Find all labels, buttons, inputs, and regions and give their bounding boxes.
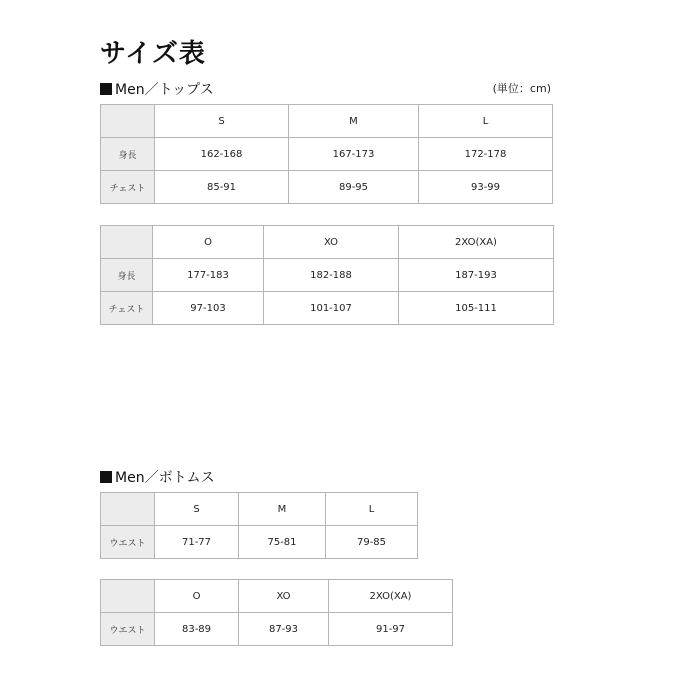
unit-note: (単位：cm) xyxy=(492,82,551,95)
size-header-cell: XO xyxy=(239,580,329,613)
value-cell: 177-183 xyxy=(153,259,264,292)
value-cell: 83-89 xyxy=(155,613,239,646)
size-header-cell: M xyxy=(289,105,419,138)
row-label-cell: チェスト xyxy=(101,171,155,204)
table-header-row xyxy=(101,493,418,526)
row-label-cell: ウエスト xyxy=(101,526,155,559)
value-cell: 79-85 xyxy=(326,526,418,559)
table-header-row xyxy=(101,226,554,259)
header-corner-cell xyxy=(101,105,155,138)
bottoms-heading-label: Men／ボトムス xyxy=(115,470,215,486)
bottoms-table-1 xyxy=(100,492,418,559)
table-row xyxy=(101,526,418,559)
value-cell: 85-91 xyxy=(155,171,289,204)
row-label-cell: 身長 xyxy=(101,259,153,292)
size-header-cell: XO xyxy=(264,226,399,259)
value-cell: 187-193 xyxy=(399,259,554,292)
value-cell: 182-188 xyxy=(264,259,399,292)
value-cell: 75-81 xyxy=(239,526,326,559)
table-row xyxy=(101,138,553,171)
value-cell: 105-111 xyxy=(399,292,554,325)
size-header-cell: O xyxy=(155,580,239,613)
table-row xyxy=(101,613,453,646)
page-title: サイズ表 xyxy=(100,39,206,69)
size-header-cell: L xyxy=(326,493,418,526)
size-header-cell: L xyxy=(419,105,553,138)
size-header-cell: O xyxy=(153,226,264,259)
size-header-cell: S xyxy=(155,105,289,138)
value-cell: 167-173 xyxy=(289,138,419,171)
row-label-cell: ウエスト xyxy=(101,613,155,646)
bottoms-section-heading xyxy=(100,467,215,487)
tops-heading-label: Men／トップス xyxy=(115,82,214,98)
table-row xyxy=(101,292,554,325)
size-header-cell: 2XO(XA) xyxy=(399,226,554,259)
value-cell: 162-168 xyxy=(155,138,289,171)
value-cell: 93-99 xyxy=(419,171,553,204)
value-cell: 89-95 xyxy=(289,171,419,204)
bottoms-table-2 xyxy=(100,579,453,646)
value-cell: 87-93 xyxy=(239,613,329,646)
size-header-cell: M xyxy=(239,493,326,526)
black-square-icon xyxy=(100,471,112,483)
tops-table-2 xyxy=(100,225,554,325)
header-corner-cell xyxy=(101,226,153,259)
value-cell: 71-77 xyxy=(155,526,239,559)
size-header-cell: S xyxy=(155,493,239,526)
size-header-cell: 2XO(XA) xyxy=(329,580,453,613)
table-row xyxy=(101,171,553,204)
header-corner-cell xyxy=(101,493,155,526)
tops-table-1 xyxy=(100,104,553,204)
table-header-row xyxy=(101,580,453,613)
table-row xyxy=(101,259,554,292)
value-cell: 97-103 xyxy=(153,292,264,325)
value-cell: 172-178 xyxy=(419,138,553,171)
tops-section-heading xyxy=(100,79,214,99)
value-cell: 91-97 xyxy=(329,613,453,646)
row-label-cell: チェスト xyxy=(101,292,153,325)
black-square-icon xyxy=(100,83,112,95)
row-label-cell: 身長 xyxy=(101,138,155,171)
table-header-row xyxy=(101,105,553,138)
value-cell: 101-107 xyxy=(264,292,399,325)
header-corner-cell xyxy=(101,580,155,613)
